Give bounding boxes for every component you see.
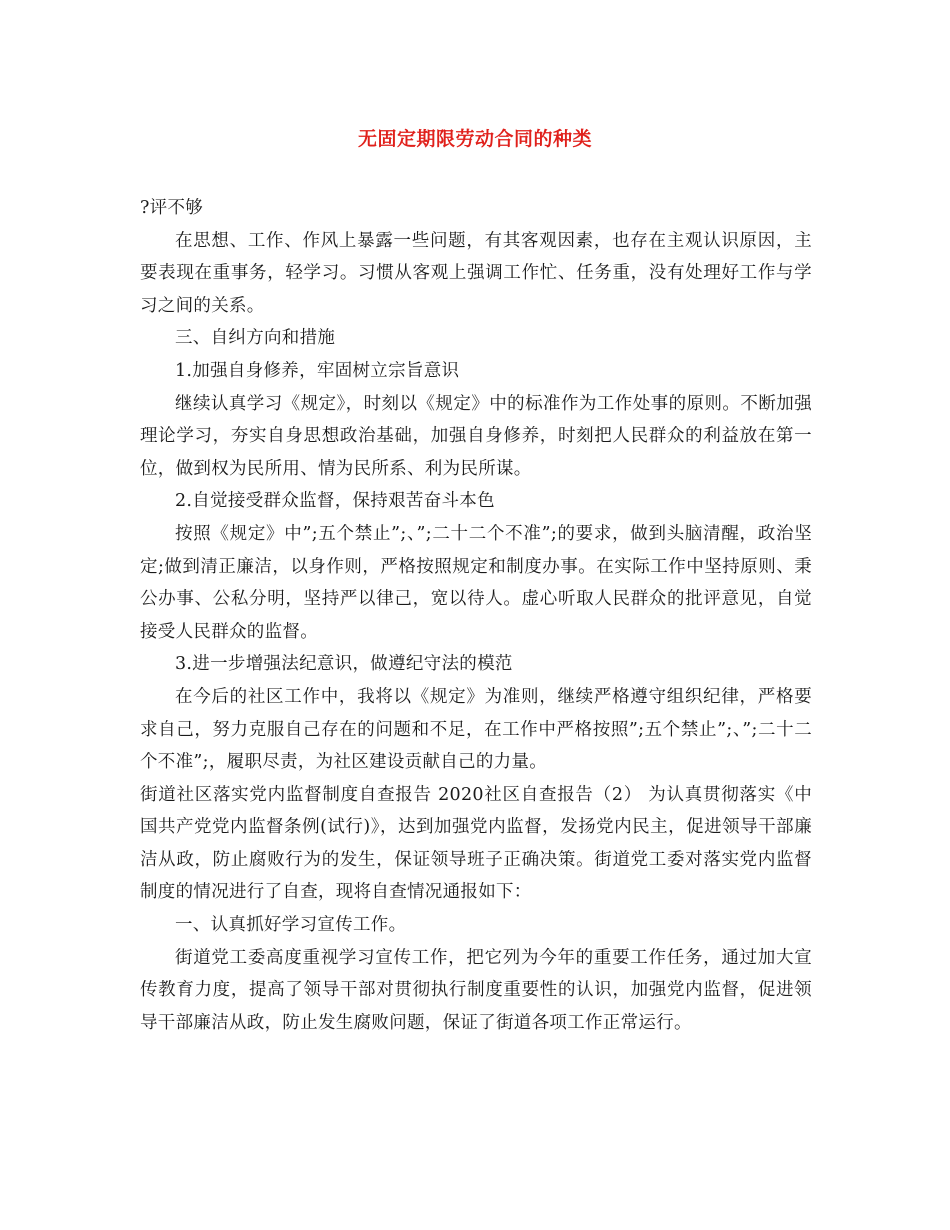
- section-heading-3: 三、自纠方向和措施: [175, 328, 336, 349]
- paragraph-2: 在思想、工作、作风上暴露一些问题，有其客观因素，也存在主观认识原因，主要表现在重事务，轻学习。习惯从客观上强调工作忙、任务重，没有处理好工作与学习之间的关系。: [140, 230, 812, 316]
- section-heading-1: 一、认真抓好学习宣传工作。: [175, 915, 407, 936]
- paragraph-12: 街道党工委高度重视学习宣传工作，把它列为今年的重要工作任务，通过加大宣传教育力度，提高了领导干部对贯彻执行制度重要性的认识，加强党内监督，促进领导干部廉洁从政，防止发生腐败问题，保证了街道各项工作正常运行。: [140, 947, 812, 1033]
- subheading-3: 3.进一步增强法纪意识，做遵纪守法的模范: [175, 654, 513, 675]
- paragraph-10: 街道社区落实党内监督制度自查报告 2020社区自查报告（2） 为认真贯彻落实《中国共产党党内监督条例(试行)》，达到加强党内监督，发扬党内民主，促进领导干部廉洁从政，防止腐败行为的发生，保证领导班子正确决策。街道党工委对落实党内监督制度的情况进行了自查，现将自查情况通报如下：: [140, 784, 812, 903]
- document-title: 无固定期限劳动合同的种类: [357, 128, 592, 150]
- paragraph-5: 继续认真学习《规定》，时刻以《规定》中的标准作为工作处事的原则。不断加强理论学习，夯实自身思想政治基础，加强自身修养，时刻把人民群众的利益放在第一位，做到权为民所用、情为民所系、利为民所谋。: [140, 393, 812, 479]
- subheading-1: 1.加强自身修养，牢固树立宗旨意识: [175, 360, 460, 381]
- paragraph-7: 按照《规定》中”;五个禁止”;、”;二十二个不准”;的要求，做到头脑清醒，政治坚定;做到清正廉洁，以身作则，严格按照规定和制度办事。在实际工作中坚持原则、秉公办事、公私分明，坚持严以律己，宽以待人。虚心听取人民群众的批评意见，自觉接受人民群众的监督。: [140, 523, 812, 642]
- document-body: [140, 192, 812, 1039]
- subheading-2: 2.自觉接受群众监督，保持艰苦奋斗本色: [175, 491, 495, 512]
- paragraph-1: ?评不够: [140, 198, 204, 218]
- paragraph-9: 在今后的社区工作中，我将以《规定》为准则，继续严格遵守组织纪律，严格要求自己，努力克服自己存在的问题和不足，在工作中严格按照”;五个禁止”;、”;二十二个不准”;，履职尽责，为社区建设贡献自己的力量。: [140, 686, 812, 773]
